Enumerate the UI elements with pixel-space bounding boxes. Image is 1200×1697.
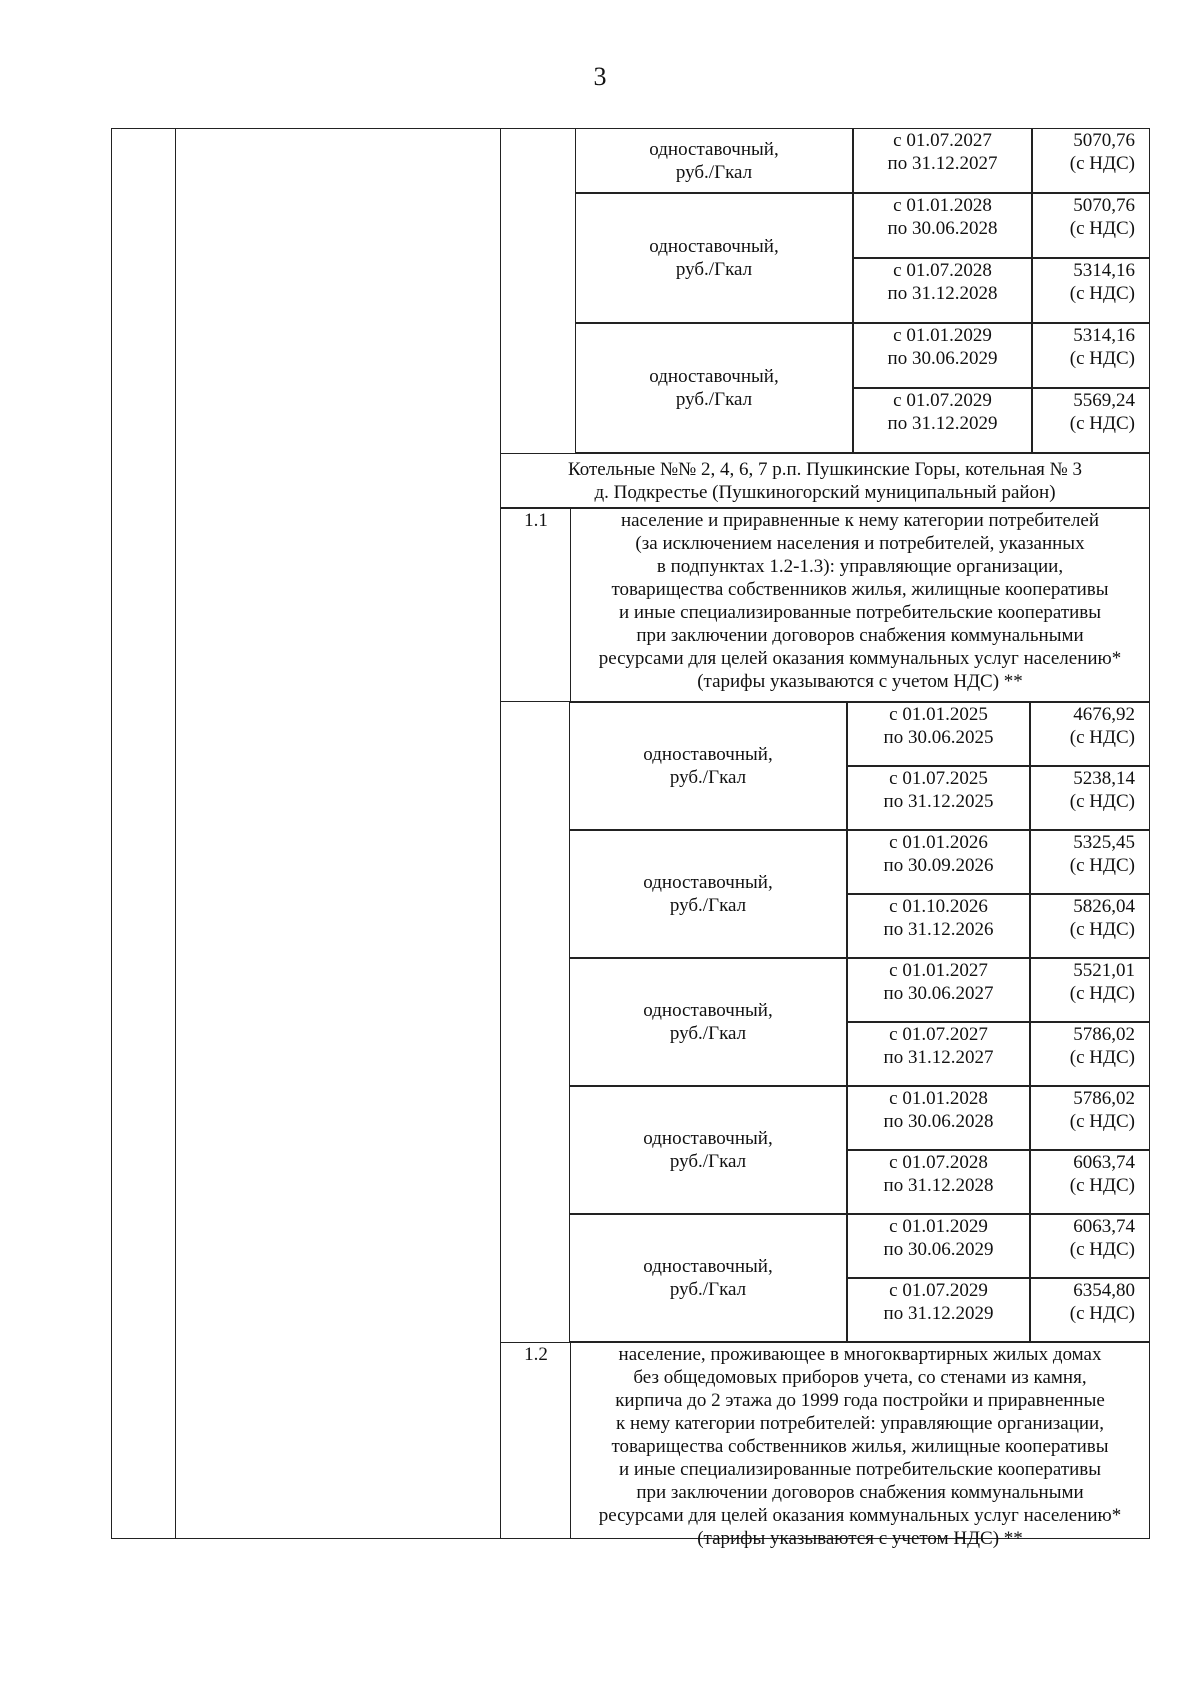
tariff-type-label — [575, 128, 853, 193]
period-dates — [847, 1278, 1030, 1342]
table-column-divider — [175, 128, 176, 1539]
text-line: одноставочный, — [643, 872, 773, 893]
tariff-value — [1030, 830, 1150, 894]
text-line: 5314,16 — [1073, 325, 1135, 346]
period-dates — [847, 766, 1030, 830]
text-line: (с НДС) — [1069, 348, 1135, 369]
period-dates — [847, 702, 1030, 766]
text-line: с 01.07.2029 — [893, 390, 992, 411]
text-line: руб./Гкал — [669, 1023, 747, 1044]
text-line: с 01.07.2028 — [893, 260, 992, 281]
text-line: одноставочный, — [649, 236, 779, 257]
text-line: по 30.06.2025 — [883, 727, 994, 748]
text-line: (с НДС) — [1069, 1303, 1135, 1324]
text-line: (с НДС) — [1069, 727, 1135, 748]
text-line: с 01.01.2027 — [889, 960, 988, 981]
tariff-type-label — [569, 830, 847, 958]
text-line: руб./Гкал — [669, 767, 747, 788]
text-line: (с НДС) — [1069, 855, 1135, 876]
text-line: (с НДС) — [1069, 919, 1135, 940]
text-line: руб./Гкал — [669, 895, 747, 916]
text-line: к нему категории потребителей: управляющие организации, — [616, 1413, 1104, 1434]
text-line: по 31.12.2025 — [883, 791, 994, 812]
text-line: (с НДС) — [1069, 791, 1135, 812]
text-line: д. Подкрестье (Пушкиногорский муниципальный район) — [594, 481, 1056, 503]
subsection-number: 1.1 — [524, 510, 548, 531]
text-line: по 31.12.2028 — [883, 1175, 994, 1196]
text-line: руб./Гкал — [675, 259, 753, 280]
text-line: товарищества собственников жилья, жилищные кооперативы — [611, 1436, 1109, 1457]
text-line: 6063,74 — [1073, 1216, 1135, 1237]
text-line: по 30.09.2026 — [883, 855, 994, 876]
tariff-value — [1030, 1086, 1150, 1150]
text-line: одноставочный, — [649, 366, 779, 387]
text-line: (с НДС) — [1069, 983, 1135, 1004]
text-line: с 01.07.2028 — [889, 1152, 988, 1173]
subsection-1-2 — [500, 1342, 1150, 1549]
period-dates — [853, 258, 1032, 323]
text-line: 5314,16 — [1073, 260, 1135, 281]
text-line: с 01.07.2025 — [889, 768, 988, 789]
period-dates — [853, 128, 1032, 193]
text-line: 5238,14 — [1073, 768, 1135, 789]
text-line: 5826,04 — [1073, 896, 1135, 917]
text-line: Котельные №№ 2, 4, 6, 7 р.п. Пушкинские Горы, котельная № 3 — [567, 458, 1083, 480]
text-line: с 01.01.2029 — [893, 325, 992, 346]
text-line: (с НДС) — [1069, 283, 1135, 304]
text-line: по 31.12.2029 — [883, 1303, 994, 1324]
text-line: 5070,76 — [1073, 130, 1135, 151]
text-line: с 01.01.2028 — [889, 1088, 988, 1109]
text-line: (тарифы указываются с учетом НДС) ** — [697, 671, 1023, 692]
text-line: руб./Гкал — [669, 1151, 747, 1172]
period-dates — [847, 830, 1030, 894]
period-dates — [847, 894, 1030, 958]
text-line: по 30.06.2028 — [883, 1111, 994, 1132]
tariff-value — [1030, 894, 1150, 958]
text-line: 5521,01 — [1073, 960, 1135, 981]
text-line: руб./Гкал — [675, 161, 753, 183]
period-dates — [853, 388, 1032, 453]
text-line: 6354,80 — [1073, 1280, 1135, 1301]
period-dates — [847, 1086, 1030, 1150]
text-line: по 30.06.2028 — [887, 218, 998, 239]
text-line: 5325,45 — [1073, 832, 1135, 853]
table-column-divider — [500, 128, 501, 1539]
period-dates — [847, 958, 1030, 1022]
period-dates — [847, 1214, 1030, 1278]
text-line: одноставочный, — [643, 1256, 773, 1277]
tariff-value — [1030, 1150, 1150, 1214]
text-line: руб./Гкал — [675, 389, 753, 410]
page-number: 3 — [593, 62, 607, 91]
text-line: кирпича до 2 этажа до 1999 года постройки и приравненные — [615, 1390, 1105, 1411]
text-line: (с НДС) — [1069, 153, 1135, 174]
text-line: 5070,76 — [1073, 195, 1135, 216]
text-line: население и приравненные к нему категории потребителей — [620, 510, 1100, 531]
subsection-number: 1.2 — [524, 1344, 548, 1365]
text-line: одноставочный, — [649, 138, 779, 160]
subsection-description — [571, 509, 1149, 693]
text-line: (с НДС) — [1069, 1239, 1135, 1260]
text-line: с 01.07.2027 — [889, 1024, 988, 1045]
boiler-group-heading — [500, 453, 1150, 508]
text-line: 5786,02 — [1073, 1024, 1135, 1045]
tariff-type-label — [575, 323, 853, 453]
tariff-value — [1030, 702, 1150, 766]
text-line: по 31.12.2027 — [883, 1047, 994, 1068]
text-line: без общедомовых приборов учета, со стенами из камня, — [633, 1367, 1087, 1388]
text-line: по 30.06.2029 — [883, 1239, 994, 1260]
text-line: одноставочный, — [643, 1000, 773, 1021]
text-line: руб./Гкал — [669, 1279, 747, 1300]
tariff-type-label — [569, 958, 847, 1086]
text-line: (за исключением населения и потребителей, указанных — [635, 533, 1085, 554]
tariff-value — [1032, 323, 1150, 388]
text-line: одноставочный, — [643, 744, 773, 765]
text-line: с 01.07.2027 — [893, 130, 992, 151]
tariff-value — [1030, 1022, 1150, 1086]
text-line: одноставочный, — [643, 1128, 773, 1149]
text-line: по 31.12.2026 — [883, 919, 994, 940]
text-line: население, проживающее в многоквартирных жилых домах — [618, 1344, 1102, 1365]
text-line: (с НДС) — [1069, 1175, 1135, 1196]
tariff-value — [1032, 193, 1150, 258]
text-line: по 30.06.2029 — [887, 348, 998, 369]
text-line: с 01.01.2026 — [889, 832, 988, 853]
text-line: с 01.01.2028 — [893, 195, 992, 216]
tariff-type-label — [569, 1086, 847, 1214]
text-line: ресурсами для целей оказания коммунальных услуг населению* — [598, 1505, 1122, 1526]
period-dates — [847, 1022, 1030, 1086]
tariff-value — [1030, 766, 1150, 830]
text-line: 4676,92 — [1073, 704, 1135, 725]
text-line: по 31.12.2027 — [887, 153, 998, 174]
period-dates — [853, 323, 1032, 388]
text-line: с 01.01.2029 — [889, 1216, 988, 1237]
tariff-value — [1032, 388, 1150, 453]
tariff-value — [1030, 958, 1150, 1022]
text-line: (с НДС) — [1069, 1047, 1135, 1068]
tariff-type-label — [569, 1214, 847, 1342]
subsection-1-1 — [500, 508, 1150, 702]
text-line: товарищества собственников жилья, жилищные кооперативы — [611, 579, 1109, 600]
text-line: (тарифы указываются с учетом НДС) ** — [697, 1528, 1023, 1549]
tariff-value — [1032, 128, 1150, 193]
subsection-description — [571, 1343, 1149, 1550]
tariff-value — [1032, 258, 1150, 323]
text-line: 5569,24 — [1073, 390, 1135, 411]
text-line: по 31.12.2029 — [887, 413, 998, 434]
text-line: и иные специализированные потребительские кооперативы — [618, 1459, 1102, 1480]
text-line: по 30.06.2027 — [883, 983, 994, 1004]
tariff-value — [1030, 1214, 1150, 1278]
text-line: с 01.07.2029 — [889, 1280, 988, 1301]
text-line: и иные специализированные потребительские кооперативы — [618, 602, 1102, 623]
text-line: (с НДС) — [1069, 1111, 1135, 1132]
text-line: ресурсами для целей оказания коммунальных услуг населению* — [598, 648, 1122, 669]
text-line: при заключении договоров снабжения коммунальными — [636, 625, 1084, 646]
text-line: при заключении договоров снабжения коммунальными — [636, 1482, 1084, 1503]
text-line: в подпунктах 1.2-1.3): управляющие организации, — [656, 556, 1064, 577]
tariff-type-label — [569, 702, 847, 830]
text-line: 6063,74 — [1073, 1152, 1135, 1173]
tariff-value — [1030, 1278, 1150, 1342]
period-dates — [847, 1150, 1030, 1214]
text-line: (с НДС) — [1069, 218, 1135, 239]
text-line: (с НДС) — [1069, 413, 1135, 434]
text-line: по 31.12.2028 — [887, 283, 998, 304]
tariff-type-label — [575, 193, 853, 323]
text-line: с 01.10.2026 — [889, 896, 988, 917]
period-dates — [853, 193, 1032, 258]
text-line: 5786,02 — [1073, 1088, 1135, 1109]
text-line: с 01.01.2025 — [889, 704, 988, 725]
